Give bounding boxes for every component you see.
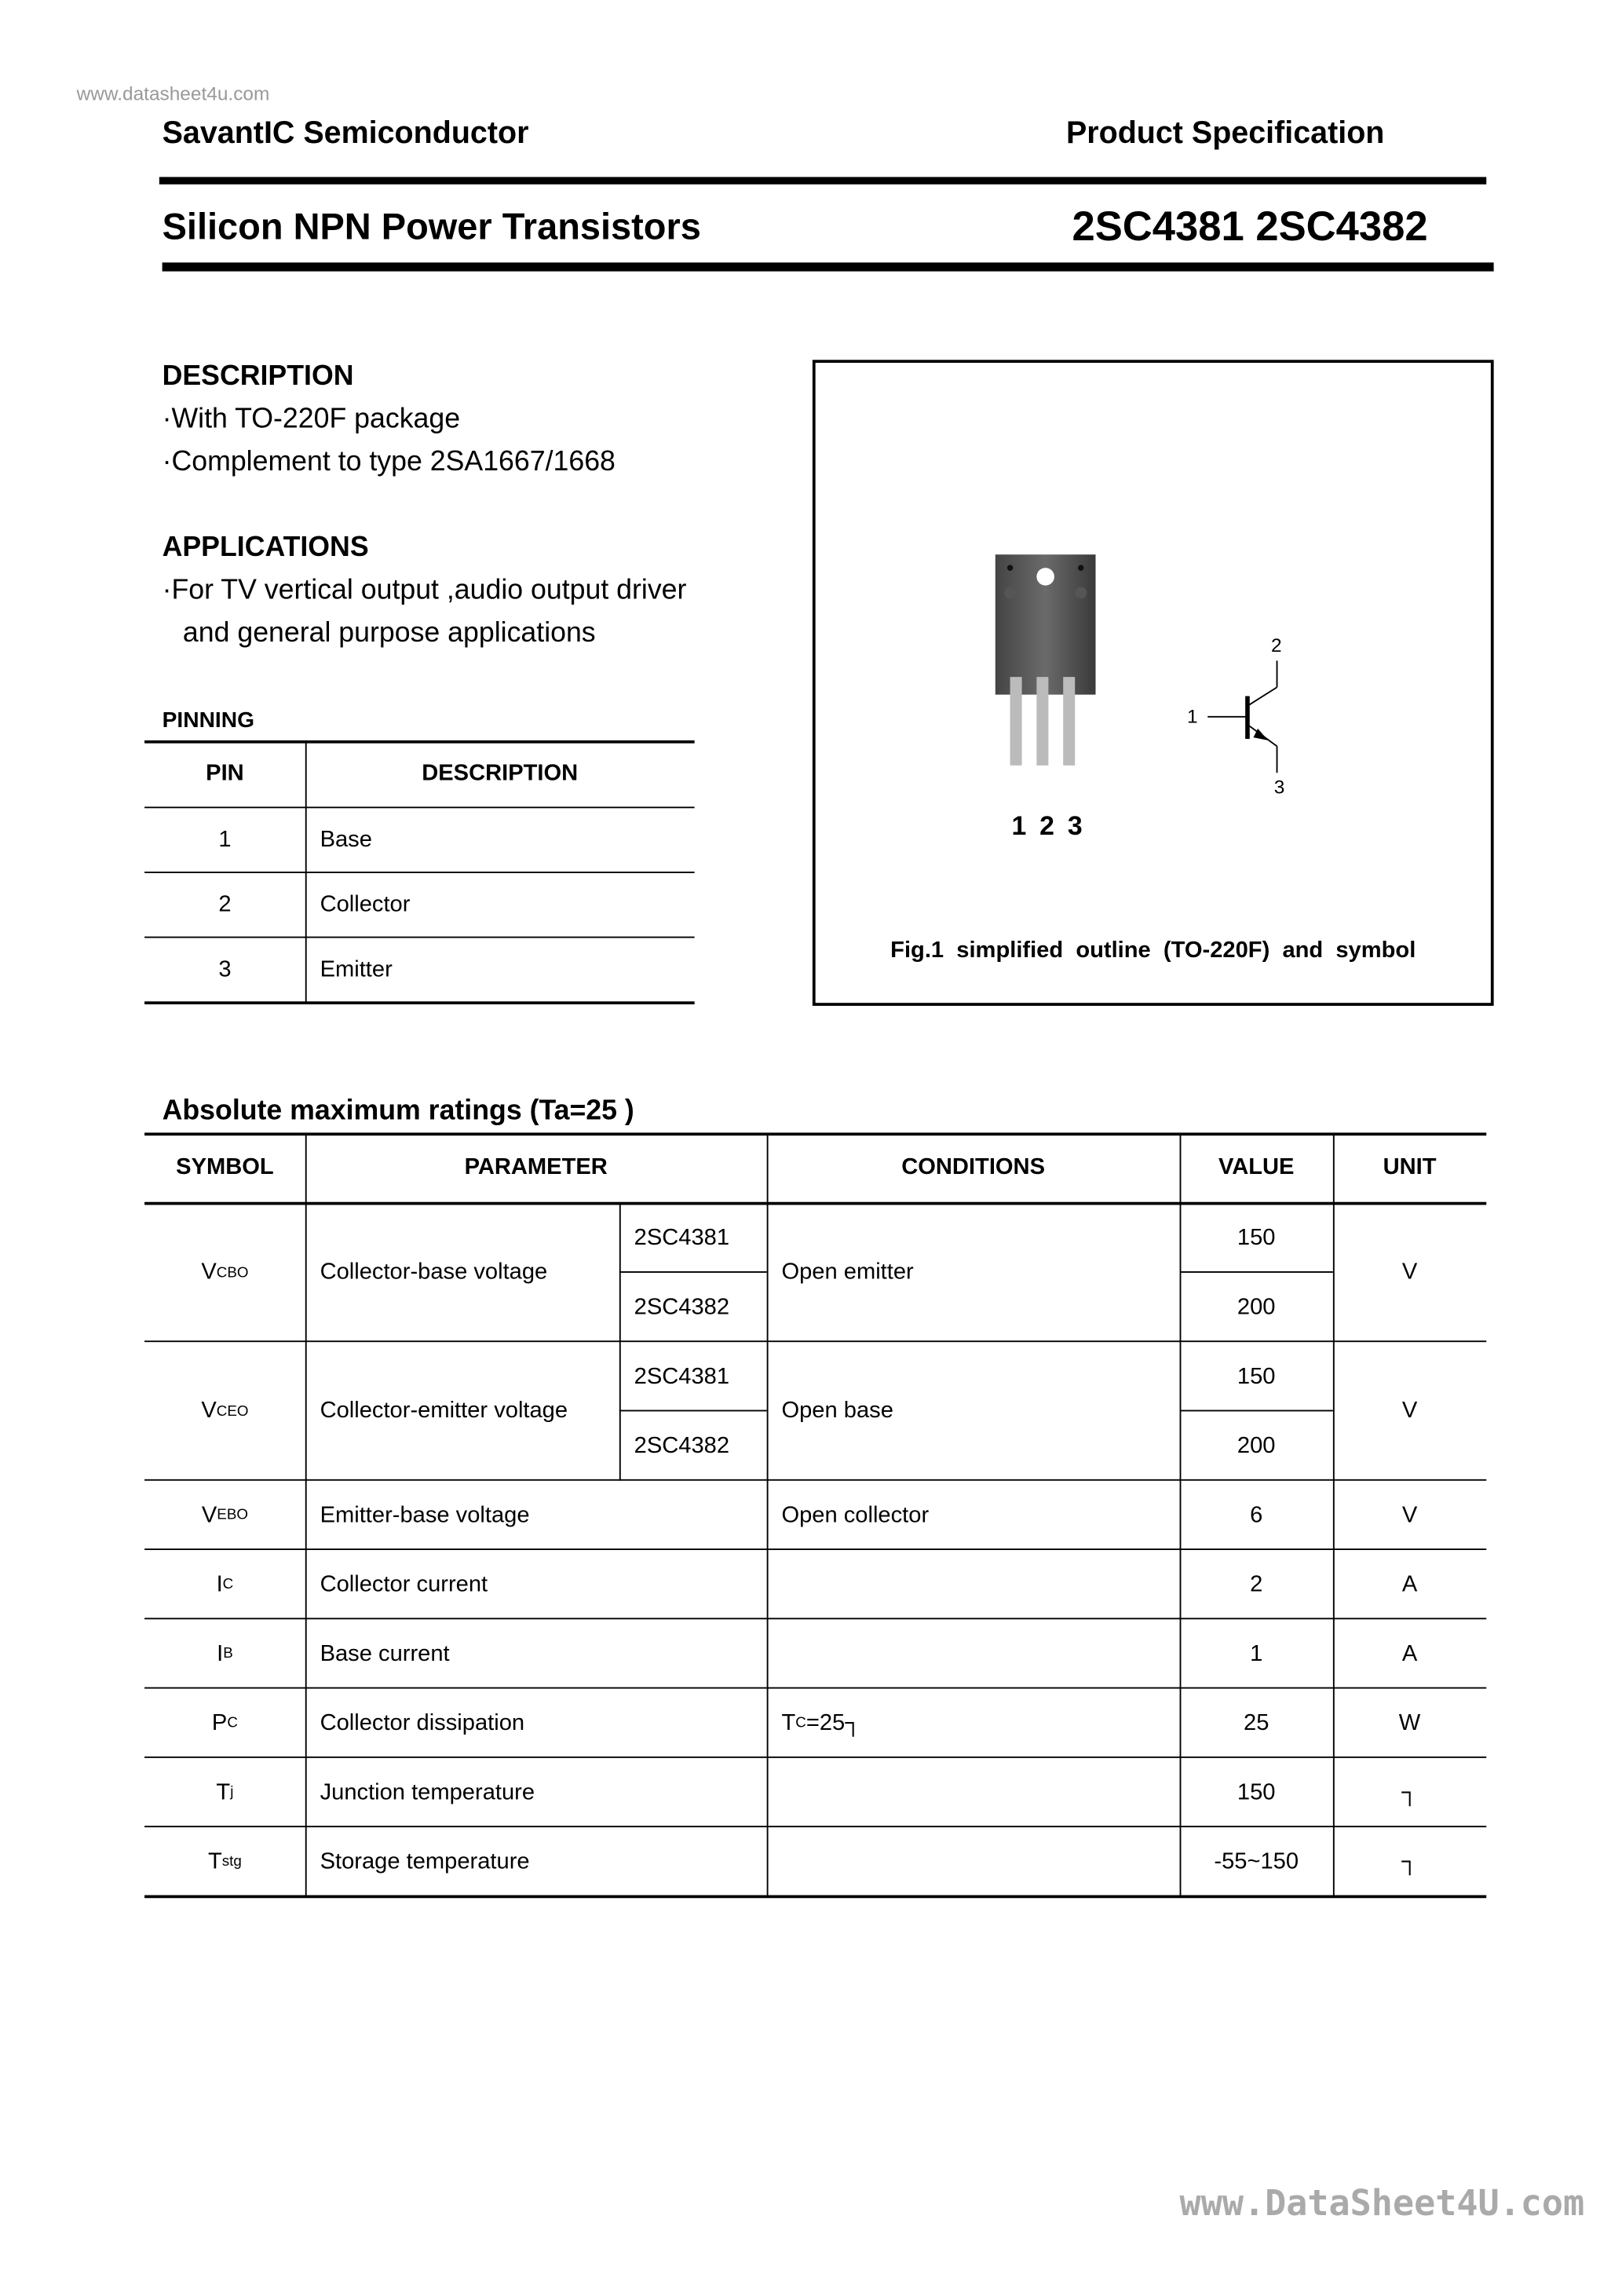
symbol-cell xyxy=(144,1827,305,1896)
type-cell xyxy=(619,1342,782,1411)
applications-line: ·For TV vertical output ,audio output driver xyxy=(162,575,687,606)
parameter-cell-text: Collector dissipation xyxy=(320,1709,525,1735)
parameter-cell-text: Storage temperature xyxy=(320,1848,530,1874)
unit-cell-text: V xyxy=(1401,1259,1418,1285)
symbol-subscript: stg xyxy=(221,1853,242,1870)
watermark-top: www.datasheet4u.com xyxy=(76,82,270,105)
symbol-letter: I xyxy=(216,1571,223,1597)
symbol-pin-3: 3 xyxy=(1273,775,1285,799)
value-cell xyxy=(1180,1550,1333,1619)
symbol-letter: I xyxy=(217,1640,224,1666)
value-cell xyxy=(1180,1273,1333,1342)
col-header-parameter: PARAMETER xyxy=(464,1154,608,1180)
value-cell xyxy=(1180,1758,1333,1827)
parameter-cell-text: Collector-base voltage xyxy=(320,1259,548,1285)
conditions-text: T xyxy=(781,1709,796,1735)
parameter-cell xyxy=(305,1481,782,1550)
page-title: Silicon NPN Power Transistors xyxy=(162,206,701,248)
value-cell-text: 6 xyxy=(1250,1501,1263,1527)
ratings-title: Absolute maximum ratings (Ta=25 ) xyxy=(162,1095,634,1127)
symbol-cell xyxy=(144,1619,305,1688)
value-cell-text: 2 xyxy=(1250,1571,1263,1597)
col-header-symbol: SYMBOL xyxy=(176,1154,274,1180)
unit-cell xyxy=(1333,1342,1486,1481)
parameter-cell xyxy=(305,1689,782,1758)
description-heading: DESCRIPTION xyxy=(162,361,354,393)
company-name: SavantIC Semiconductor xyxy=(162,116,529,151)
doc-type: Product Specification xyxy=(1065,116,1385,151)
symbol-letter: V xyxy=(201,1259,217,1285)
conditions-cell-text: Open collector xyxy=(781,1501,930,1527)
symbol-letter: T xyxy=(208,1848,222,1874)
symbol-subscript: C xyxy=(227,1715,238,1732)
symbol-letter: V xyxy=(201,1501,217,1527)
conditions-cell xyxy=(767,1481,1195,1550)
symbol-pin-2: 2 xyxy=(1271,634,1282,656)
value-cell-text: 150 xyxy=(1237,1779,1276,1804)
figure-box xyxy=(813,360,1494,1006)
symbol-pin-1: 1 xyxy=(1186,704,1198,727)
symbol-subscript: CBO xyxy=(216,1264,249,1281)
pin-description: Base xyxy=(320,827,372,853)
conditions-cell xyxy=(767,1342,1195,1481)
value-cell-text: 1 xyxy=(1250,1640,1263,1666)
to220f-package-image xyxy=(989,551,1107,773)
col-header-value: VALUE xyxy=(1218,1154,1295,1180)
value-cell-text: 200 xyxy=(1237,1432,1276,1458)
type-cell-text: 2SC4381 xyxy=(634,1363,730,1389)
desc-col-header: DESCRIPTION xyxy=(422,761,579,787)
symbol-cell xyxy=(144,1204,305,1343)
parameter-cell xyxy=(305,1758,782,1827)
conditions-cell xyxy=(767,1758,1195,1827)
value-cell xyxy=(1180,1411,1333,1480)
symbol-subscript: EBO xyxy=(217,1507,248,1524)
unit-cell xyxy=(1333,1758,1486,1827)
package-pin-labels: 1 2 3 xyxy=(1011,811,1086,841)
unit-cell xyxy=(1333,1204,1486,1343)
symbol-letter: V xyxy=(201,1398,217,1424)
unit-cell-text: A xyxy=(1401,1571,1418,1597)
npn-transistor-symbol xyxy=(1181,628,1313,805)
conditions-cell xyxy=(767,1827,1195,1896)
unit-cell-text: ┐ xyxy=(1401,1779,1418,1804)
unit-cell-text: ┐ xyxy=(1401,1848,1418,1874)
value-cell-text: -55~150 xyxy=(1214,1848,1299,1874)
type-cell-text: 2SC4382 xyxy=(634,1294,730,1320)
conditions-cell-text: Open base xyxy=(781,1398,893,1424)
unit-cell xyxy=(1333,1619,1486,1688)
value-cell xyxy=(1180,1204,1333,1273)
col-header-conditions: CONDITIONS xyxy=(901,1154,1045,1180)
unit-cell xyxy=(1333,1827,1486,1896)
type-cell xyxy=(619,1411,782,1480)
unit-cell xyxy=(1333,1550,1486,1619)
parameter-cell-text: Collector current xyxy=(320,1571,488,1597)
type-cell-text: 2SC4382 xyxy=(634,1432,730,1458)
value-cell xyxy=(1180,1689,1333,1758)
symbol-cell xyxy=(144,1550,305,1619)
symbol-subscript: j xyxy=(230,1784,234,1801)
part-numbers: 2SC4381 2SC4382 xyxy=(1072,203,1428,250)
conditions-cell-text: Open emitter xyxy=(781,1259,914,1285)
symbol-subscript: C xyxy=(222,1576,234,1593)
conditions-cell xyxy=(767,1619,1195,1688)
parameter-cell-text: Collector-emitter voltage xyxy=(320,1398,568,1424)
conditions-cell xyxy=(767,1550,1195,1619)
type-cell xyxy=(619,1273,782,1342)
pin-col-header: PIN xyxy=(206,761,244,787)
watermark-bottom: www.DataSheet4U.com xyxy=(1179,2182,1585,2225)
parameter-cell xyxy=(305,1204,634,1343)
unit-cell xyxy=(1333,1689,1486,1758)
conditions-cell xyxy=(767,1689,1195,1758)
parameter-cell xyxy=(305,1619,782,1688)
value-cell xyxy=(1180,1481,1333,1550)
pin-description: Collector xyxy=(320,892,411,918)
pin-description: Emitter xyxy=(320,956,393,982)
value-cell xyxy=(1180,1619,1333,1688)
symbol-subscript: CEO xyxy=(216,1403,249,1420)
value-cell-text: 150 xyxy=(1237,1224,1276,1250)
pin-number: 1 xyxy=(218,827,232,853)
pin-number: 2 xyxy=(218,892,232,918)
unit-cell-text: V xyxy=(1401,1501,1418,1527)
parameter-cell-text: Base current xyxy=(320,1640,450,1666)
symbol-cell xyxy=(144,1342,305,1481)
conditions-text: C xyxy=(795,1715,806,1732)
applications-heading: APPLICATIONS xyxy=(162,532,369,564)
parameter-cell xyxy=(305,1342,634,1481)
col-header-unit: UNIT xyxy=(1383,1154,1437,1180)
header-rule xyxy=(159,177,1486,184)
conditions-text: =25┐ xyxy=(806,1709,861,1735)
parameter-cell-text: Junction temperature xyxy=(320,1779,535,1804)
symbol-cell xyxy=(144,1758,305,1827)
symbol-letter: P xyxy=(211,1709,228,1735)
unit-cell-text: V xyxy=(1401,1398,1418,1424)
figure-caption: Fig.1 simplified outline (TO-220F) and symbol xyxy=(890,938,1416,963)
parameter-cell xyxy=(305,1827,782,1896)
pinning-heading: PINNING xyxy=(162,707,255,733)
type-cell xyxy=(619,1204,782,1273)
type-cell-text: 2SC4381 xyxy=(634,1224,730,1250)
value-cell xyxy=(1180,1342,1333,1411)
value-cell xyxy=(1180,1827,1333,1896)
description-item: ·With TO-220F package xyxy=(162,404,461,436)
title-rule xyxy=(163,262,1494,271)
unit-cell xyxy=(1333,1481,1486,1550)
symbol-letter: T xyxy=(216,1779,231,1804)
conditions-cell xyxy=(767,1204,1195,1343)
pin-number: 3 xyxy=(218,956,232,982)
value-cell-text: 150 xyxy=(1237,1363,1276,1389)
unit-cell-text: A xyxy=(1401,1640,1418,1666)
value-cell-text: 200 xyxy=(1237,1294,1276,1320)
unit-cell-text: W xyxy=(1398,1709,1421,1735)
applications-line: and general purpose applications xyxy=(182,617,596,649)
parameter-cell-text: Emitter-base voltage xyxy=(320,1501,530,1527)
description-item: ·Complement to type 2SA1667/1668 xyxy=(162,447,616,478)
parameter-cell xyxy=(305,1550,782,1619)
symbol-cell xyxy=(144,1481,305,1550)
symbol-subscript: B xyxy=(223,1646,233,1662)
value-cell-text: 25 xyxy=(1244,1709,1269,1735)
symbol-cell xyxy=(144,1689,305,1758)
